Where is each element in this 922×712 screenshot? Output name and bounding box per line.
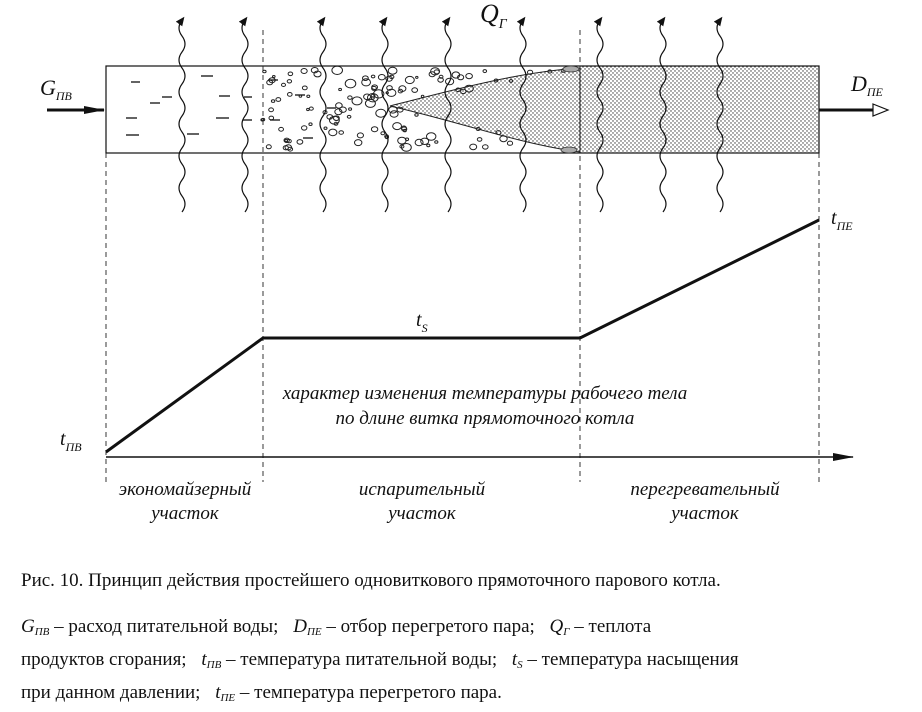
- steam-bubble: [287, 80, 291, 83]
- steam-bubble: [349, 108, 352, 110]
- steam-bubble: [347, 115, 351, 118]
- top-boundary-droplet: [563, 66, 579, 72]
- steam-bubble: [405, 138, 408, 141]
- section-evaporator-line1: испарительный: [358, 479, 486, 500]
- legend-tpv-symbol: $t_{ПВ}$: [201, 649, 222, 671]
- steam-bubble: [332, 66, 343, 74]
- outlet-label: $D_{ПЕ}$: [851, 71, 883, 99]
- steam-bubble: [339, 88, 342, 90]
- steam-bubble: [483, 145, 489, 149]
- steam-bubble: [309, 123, 312, 126]
- legend: [21, 613, 916, 712]
- steam-bubble: [415, 114, 418, 117]
- steam-bubble: [416, 76, 418, 78]
- legend-tpe-symbol: $t_{ПЕ}$: [215, 682, 236, 704]
- legend-g-text: – расход питательной воды;: [54, 616, 279, 637]
- water-dashes: [126, 76, 336, 138]
- legend-q-text: – теплота: [574, 616, 652, 637]
- steam-bubble: [389, 107, 397, 114]
- steam-bubble: [477, 138, 482, 142]
- steam-bubble: [365, 99, 375, 107]
- steam-bubble: [271, 100, 274, 103]
- steam-bubble: [378, 75, 385, 80]
- steam-bubble: [435, 141, 438, 144]
- steam-bubble: [273, 76, 276, 78]
- legend-d-symbol: $D_{ПЕ}$: [293, 616, 322, 638]
- steam-bubble: [421, 95, 424, 97]
- steam-bubble: [466, 74, 473, 79]
- heat-wave-arrow: [179, 20, 185, 212]
- steam-bubble: [507, 141, 512, 145]
- steam-bubble: [282, 83, 286, 86]
- steam-bubble: [371, 127, 377, 132]
- steam-bubble: [363, 76, 369, 81]
- superheat-zone: [580, 66, 819, 153]
- steam-bubble: [276, 98, 281, 102]
- steam-bubble: [388, 67, 397, 74]
- steam-bubble: [269, 116, 274, 120]
- steam-bubble: [307, 95, 310, 97]
- steam-bubble: [371, 75, 375, 78]
- t-out-label: $t_{ПЕ}$: [831, 207, 853, 233]
- steam-bubble: [415, 139, 423, 145]
- section-superheater-line2: участок: [671, 503, 739, 524]
- legend-row-1: [21, 613, 916, 646]
- t-in-label: $t_{ПВ}$: [60, 428, 82, 454]
- bottom-boundary-droplet: [561, 147, 577, 153]
- curve-caption-line1: характер изменения температуры рабочего тела: [282, 383, 688, 404]
- outlet-arrow-head: [873, 104, 888, 116]
- steam-bubble: [398, 137, 406, 144]
- legend-tpe-text: – температура перегретого пара.: [239, 682, 502, 703]
- heat-wave-arrow: [320, 20, 326, 212]
- legend-ts-symbol: $t_S$: [511, 649, 523, 671]
- steam-bubble: [421, 138, 429, 144]
- legend-q-symbol: $Q_Г$: [549, 616, 570, 638]
- heat-wave-arrow: [382, 20, 388, 212]
- steam-bubble: [348, 96, 352, 99]
- legend-ts-text-cont: при данном давлении;: [21, 682, 201, 703]
- steam-bubble: [483, 70, 487, 73]
- heat-label: $Q_Г$: [480, 0, 507, 32]
- steam-bubble: [412, 88, 418, 93]
- steam-bubble: [269, 108, 274, 112]
- steam-bubble: [355, 140, 362, 146]
- curve-caption-line2: по длине витка прямоточного котла: [335, 408, 635, 429]
- steam-bubble: [302, 86, 307, 90]
- steam-bubble: [393, 123, 402, 130]
- section-superheater-line1: перегревательный: [630, 479, 780, 500]
- steam-bubble: [309, 107, 313, 110]
- steam-bubble: [302, 126, 307, 130]
- steam-bubble: [288, 72, 293, 76]
- steam-bubble: [301, 69, 307, 74]
- steam-bubble: [405, 76, 414, 83]
- steam-bubble: [381, 132, 385, 135]
- legend-row-2: [21, 646, 916, 679]
- legend-g-symbol: $G_{ПВ}$: [21, 616, 50, 638]
- legend-d-text: – отбор перегретого пара;: [326, 616, 535, 637]
- legend-row-3: [21, 679, 916, 712]
- steam-bubble: [266, 145, 271, 149]
- t-saturation-label: $t_S$: [416, 309, 428, 335]
- legend-q-text-cont: продуктов сгорания;: [21, 649, 187, 670]
- steam-bubble: [345, 79, 356, 88]
- steam-bubble: [279, 127, 284, 131]
- section-economizer-line1: экономайзерный: [118, 479, 252, 500]
- steam-bubble: [470, 144, 477, 150]
- steam-bubble: [500, 136, 507, 142]
- legend-ts-text: – температура насыщения: [527, 649, 739, 670]
- section-evaporator-line2: участок: [388, 503, 456, 524]
- steam-bubble: [288, 93, 293, 97]
- inlet-label: $G_{ПВ}$: [40, 75, 72, 103]
- figure-caption: Рис. 10. Принцип действия простейшего одновиткового прямоточного парового котла.: [21, 570, 721, 591]
- steam-bubble: [357, 133, 363, 138]
- steam-bubble: [427, 144, 430, 147]
- heat-wave-arrow: [242, 20, 248, 212]
- steam-bubble: [324, 127, 327, 129]
- steam-bubble: [339, 131, 344, 135]
- steam-bubble: [352, 97, 362, 105]
- section-economizer-line2: участок: [151, 503, 219, 524]
- steam-bubble: [297, 140, 303, 145]
- legend-tpv-text: – температура питательной воды;: [226, 649, 498, 670]
- steam-bubble: [329, 129, 337, 136]
